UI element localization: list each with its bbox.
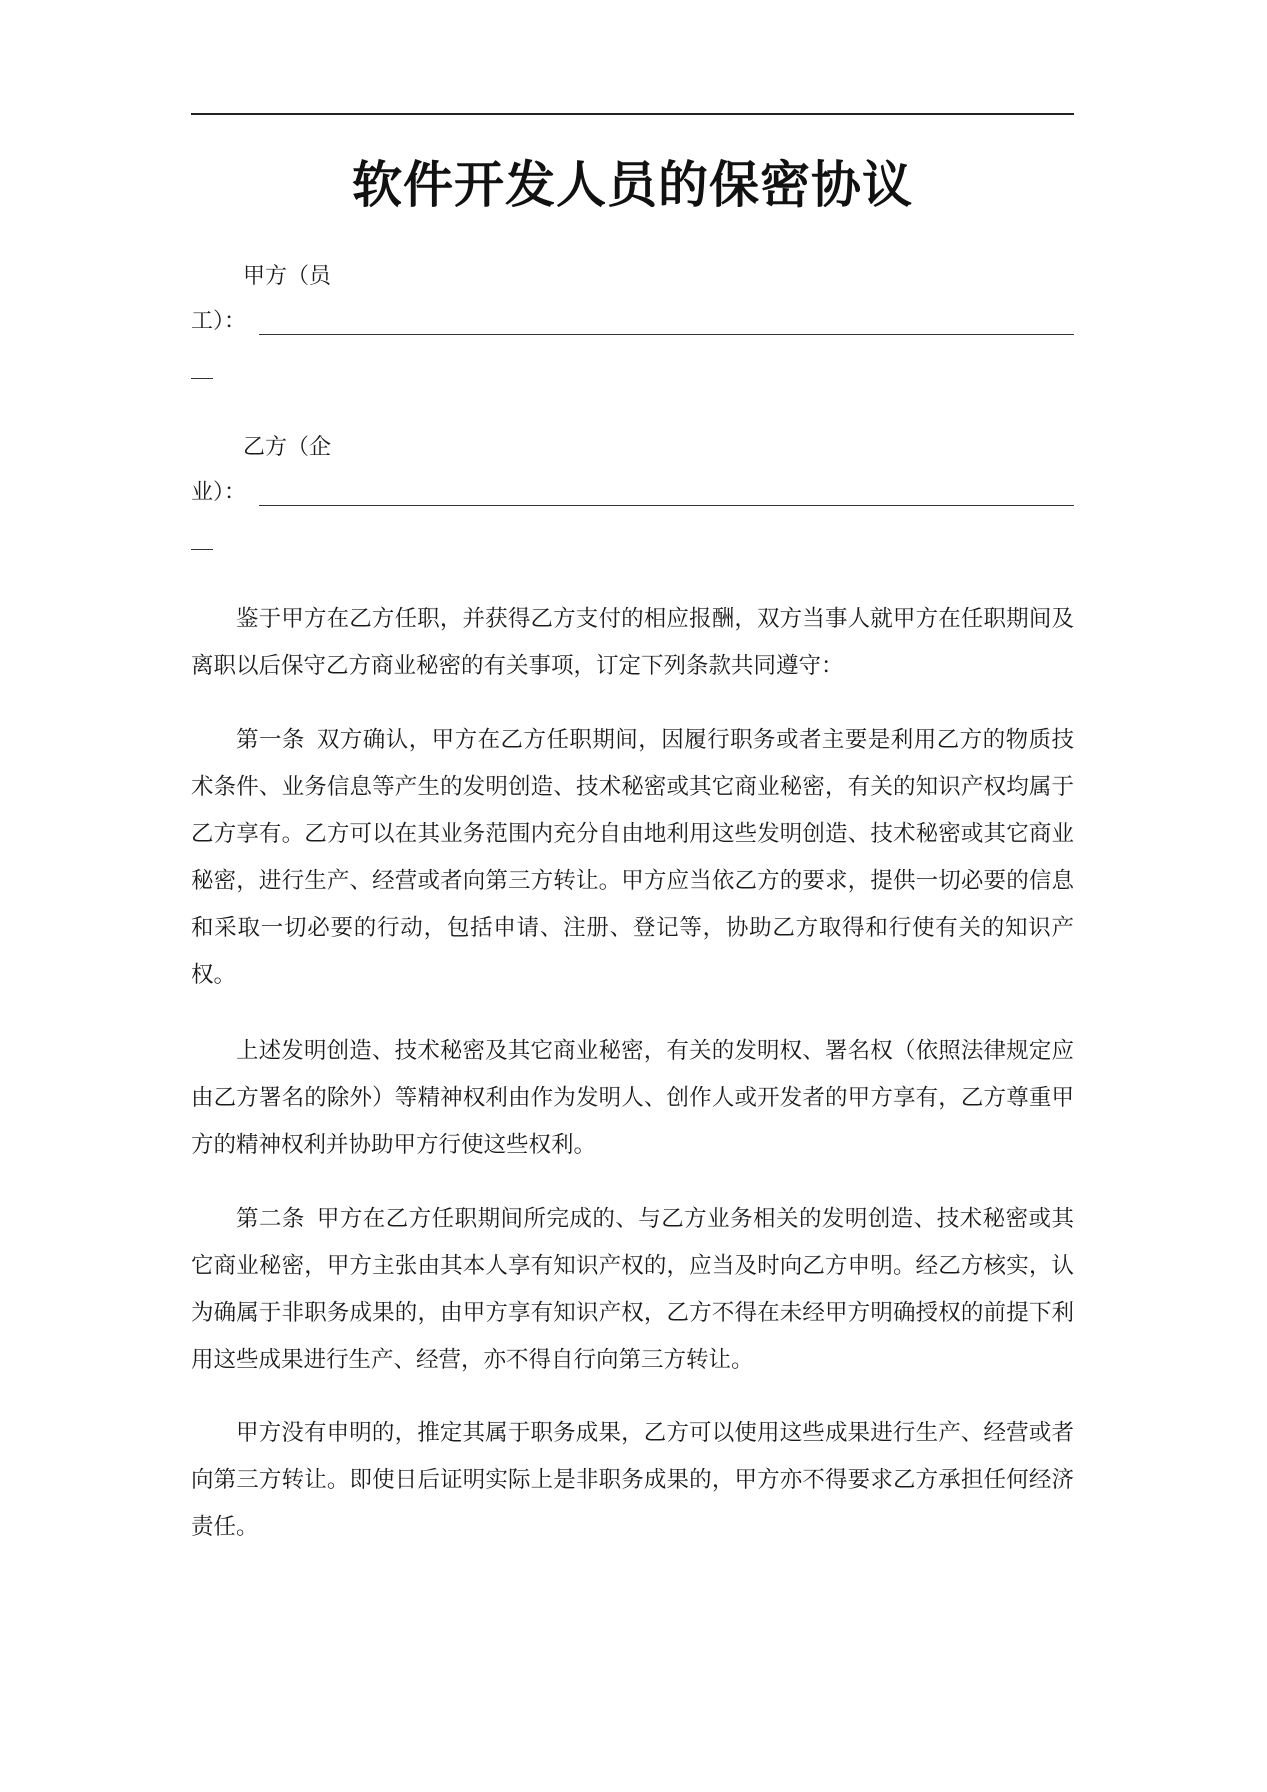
party-a-fill-line-continuation [191,378,213,379]
party-b-label-line1: 乙方（企 [243,435,332,460]
article-1-paragraph [191,717,1074,999]
preamble-text: 鉴于甲方在乙方任职，并获得乙方支付的相应报酬，双方当事人就甲方在任职期间及离职以后保守乙方商业秘密的有关事项，订定下列条款共同遵守： [191,606,1074,679]
article-1-heading: 第一条 [236,727,305,753]
article-2-supplement-text: 甲方没有申明的，推定其属于职务成果，乙方可以使用这些成果进行生产、经营或者向第三方转让。即使日后证明实际上是非职务成果的，甲方亦不得要求乙方承担任何经济责任。 [191,1420,1074,1540]
party-a-fill-line [259,334,1074,335]
party-b-label-line2: 业）： [191,480,247,505]
party-a-label-line2: 工）： [191,309,247,334]
preamble-paragraph [191,596,1074,690]
header-rule [191,113,1074,115]
party-a-label-line1: 甲方（员 [243,264,332,289]
article-1-text: 双方确认，甲方在乙方任职期间，因履行职务或者主要是利用乙方的物质技术条件、业务信息等产生的发明创造、技术秘密或其它商业秘密，有关的知识产权均属于乙方享有。乙方可以在其业务范围内充分自由地利用这些发明创造、技术秘密或其它商业秘密，进行生产、经营或者向第三方转让。甲方应当依乙方的要求，提供一切必要的信息和采取一切必要的行动，包括申请、注册、登记等，协助乙方取得和行使有关的知识产权。 [191,727,1074,988]
article-2-paragraph [191,1196,1074,1384]
article-1-supplement-text: 上述发明创造、技术秘密及其它商业秘密，有关的发明权、署名权（依照法律规定应由乙方署名的除外）等精神权利由作为发明人、创作人或开发者的甲方享有，乙方尊重甲方的精神权利并协助甲方行使这些权利。 [191,1038,1074,1158]
article-2-text: 甲方在乙方任职期间所完成的、与乙方业务相关的发明创造、技术秘密或其它商业秘密，甲方主张由其本人享有知识产权的，应当及时向乙方申明。经乙方核实，认为确属于非职务成果的，由甲方享有知识产权，乙方不得在未经甲方明确授权的前提下利用这些成果进行生产、经营，亦不得自行向第三方转让。 [191,1206,1074,1373]
article-2-supplement-paragraph [191,1410,1074,1551]
party-b-fill-line [259,505,1074,506]
document-title: 软件开发人员的保密协议 [352,156,913,214]
party-b-fill-line-continuation [191,549,213,550]
article-1-supplement-paragraph [191,1028,1074,1169]
article-2-heading: 第二条 [236,1206,305,1232]
